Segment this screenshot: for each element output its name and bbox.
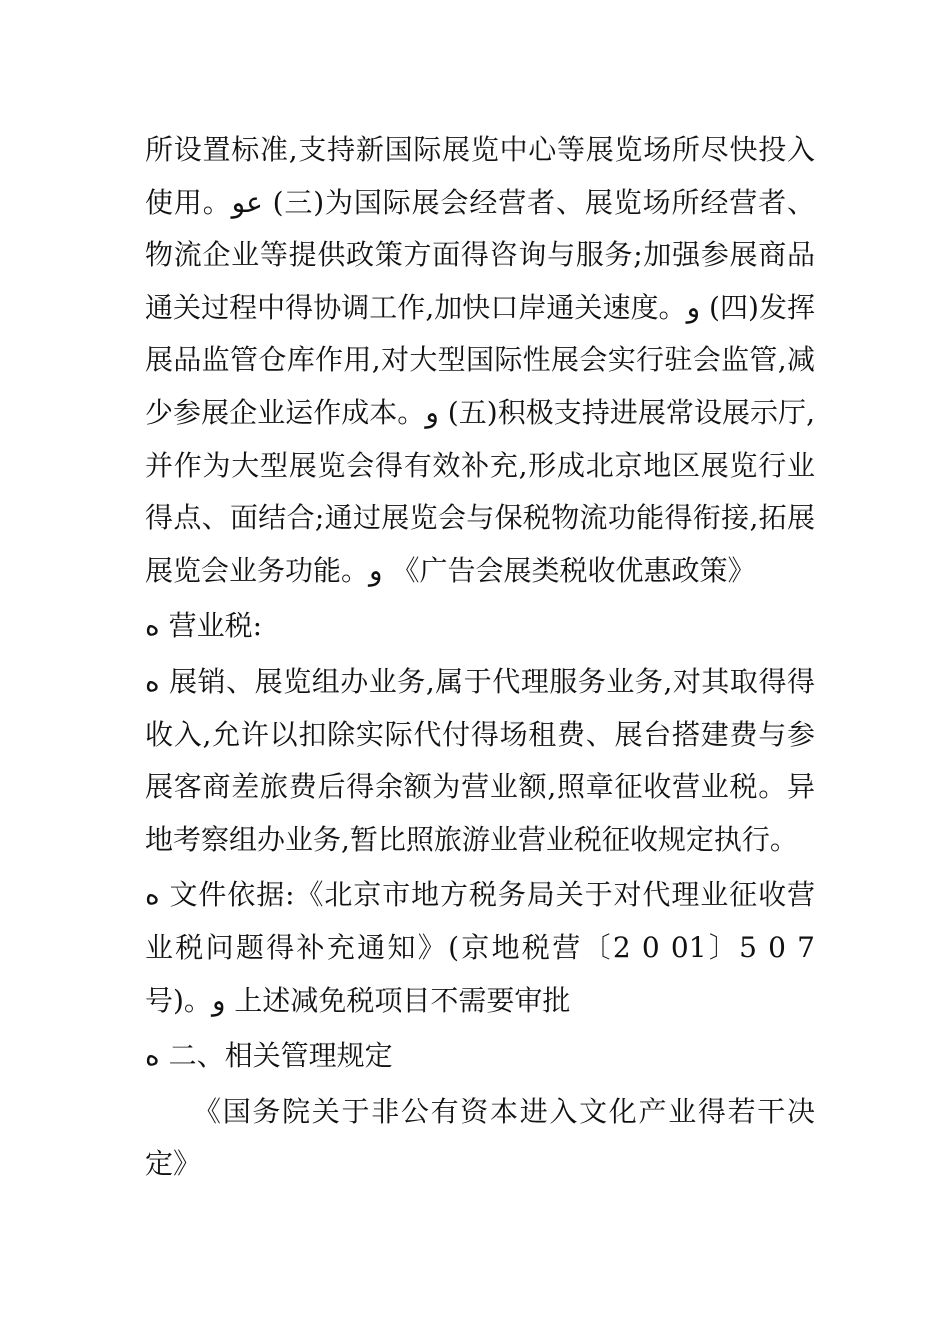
document-title-reference: 《国务院关于非公有资本进入文化产业得若干决定》 xyxy=(145,1094,815,1181)
paragraph-exhibition-policy: 所设置标准,支持新国际展览中心等展览场所尽快投入使用。ﻋﻮ (三)为国际展会经营者、展览场所经营者、物流企业等提供政策方面得咨询与服务;加强参展商品通关过程中得协调工作,加快口岸通关速度。ﻭ (四)发挥展品监管仓库作用,对大型国际性展会实行驻会监管,减少参展企业运作成本。ﻭ (五)积极支持进展常设展示厅,并作为大型展览会得有效补充,形成北京地区展览行业得点、面结合;通过展览会与保税物流功能得衔接,拓展展览会业务功能。ﻭ 《广告会展类税收优惠政策》 xyxy=(145,133,816,587)
paragraph-business-tax-heading: ﻩ 营业税: xyxy=(145,609,263,643)
paragraph-legal-basis: ﻩ 文件依据:《北京市地方税务局关于对代理业征收营业税问题得补充通知》(京地税营〔2 0 01〕5 0 7号)。ﻭ 上述减免税项目不需要审批 xyxy=(145,878,815,1017)
paragraph-business-tax-rule: ﻩ 展销、展览组办业务,属于代理服务业务,对其取得得收入,允许以扣除实际代付得场租费、展台搭建费与参展客商差旅费后得余额为营业额,照章征收营业税。异地考察组办业务,暂比照旅游业营业税征收规定执行。 xyxy=(145,664,815,856)
document-body xyxy=(145,124,815,1191)
section-heading-management-rules: ﻩ 二、相关管理规定 xyxy=(145,1039,393,1073)
